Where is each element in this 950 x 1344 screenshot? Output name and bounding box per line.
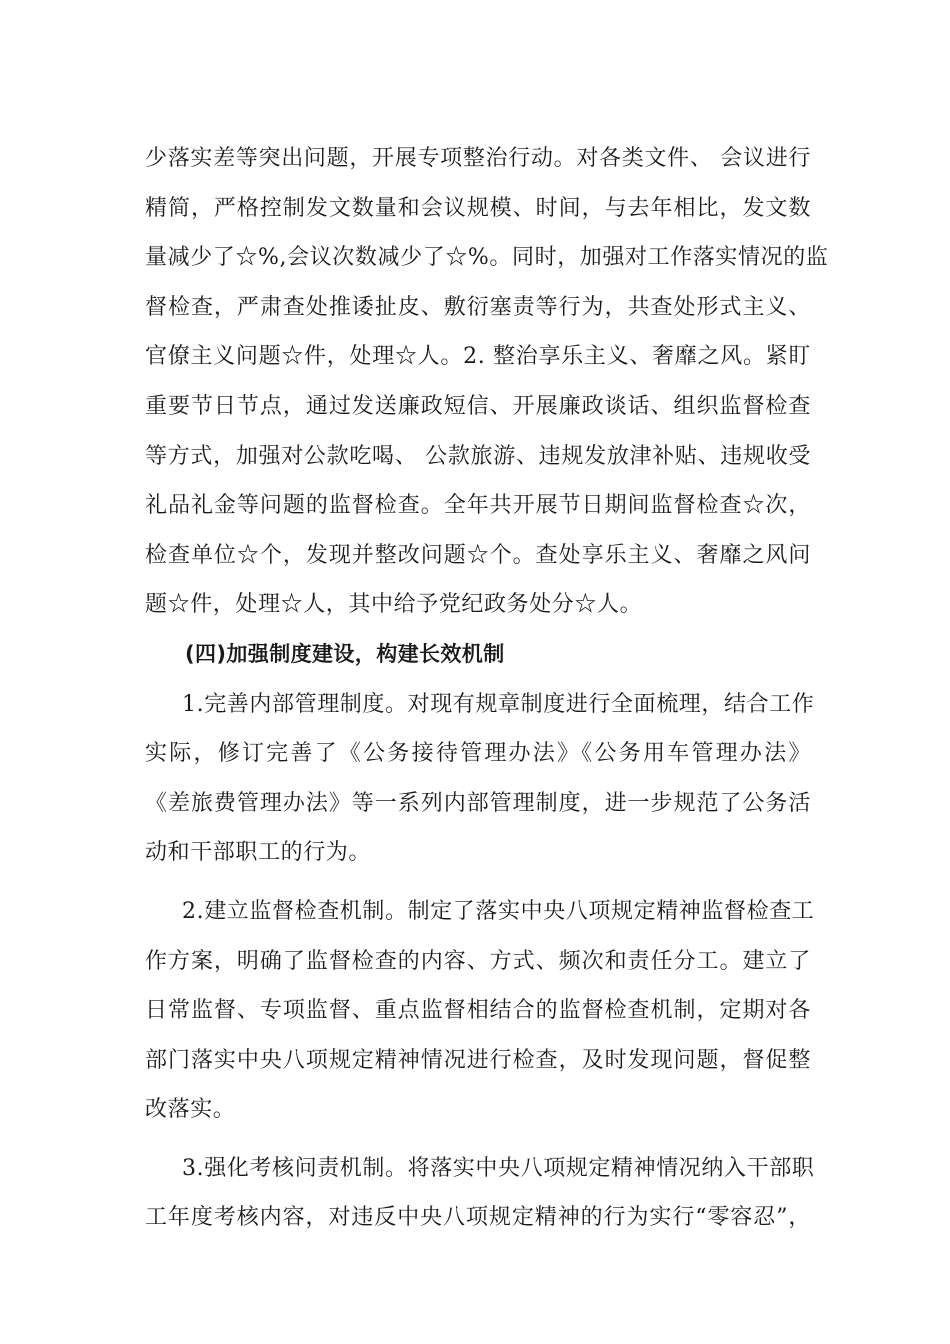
paragraph-item-1 (145, 680, 815, 878)
text-line: 作方案，明确了监督检查的内容、方式、频次和责任分工。建立了 (145, 948, 811, 974)
paragraph-continued (145, 134, 829, 630)
text-line: 重要节日节点，通过发送廉政短信、开展廉政谈话、组织监督检查 (145, 393, 811, 419)
paragraph-item-3 (145, 1144, 815, 1243)
text-line: 检查单位☆个，发现并整改问题☆个。查处享乐主义、奢靡之风问 (145, 542, 811, 568)
text-line: 题☆件，处理☆人，其中给予党纪政务处分☆人。 (145, 592, 643, 618)
text-line: 2.建立监督检查机制。制定了落实中央八项规定精神监督检查工 (182, 898, 815, 924)
text-line: 动和干部职工的行为。 (145, 840, 372, 866)
paragraph-gap (145, 1135, 811, 1144)
document-body (145, 134, 829, 1243)
text-line: 日常监督、专项监督、重点监督相结合的监督检查机制，定期对各 (145, 998, 811, 1024)
text-line: 量减少了☆%,会议次数减少了☆%。同时，加强对工作落实情况的监 (145, 245, 829, 271)
paragraph-gap (145, 878, 811, 887)
text-line: 《差旅费管理办法》等一系列内部管理制度，进一步规范了公务活 (145, 790, 811, 816)
text-line: 改落实。 (145, 1097, 236, 1123)
text-line: 礼品礼金等问题的监督检查。全年共开展节日期间监督检查☆次， (145, 493, 811, 519)
text-line: 3.强化考核问责机制。将落实中央八项规定精神情况纳入干部职 (182, 1155, 815, 1181)
text-line: 等方式，加强对公款吃喝、 公款旅游、违规发放津补贴、违规收受 (145, 443, 811, 469)
text-line: 工年度考核内容，对违反中央八项规定精神的行为实行“零容忍”， (145, 1205, 811, 1231)
text-line: 官僚主义问题☆件，处理☆人。2. 整治享乐主义、奢靡之风。紧盯 (145, 344, 811, 370)
text-line: 督检查，严肃查处推诿扯皮、敷衍塞责等行为，共查处形式主义、 (145, 294, 811, 320)
text-line: 精简，严格控制发文数量和会议规模、时间，与去年相比，发文数 (145, 195, 811, 221)
section-heading: (四)加强制度建设，构建长效机制 (185, 641, 505, 666)
paragraph-item-2 (145, 887, 815, 1135)
text-line: 部门落实中央八项规定精神情况进行检查，及时发现问题，督促整 (145, 1047, 811, 1073)
text-line: 实际，修订完善了《公务接待管理办法》《公务用车管理办法》 (145, 741, 811, 767)
text-line: 少落实差等突出问题，开展专项整治行动。对各类文件、 会议进行 (145, 146, 811, 171)
text-line: 1.完善内部管理制度。对现有规章制度进行全面梳理，结合工作 (182, 691, 815, 717)
